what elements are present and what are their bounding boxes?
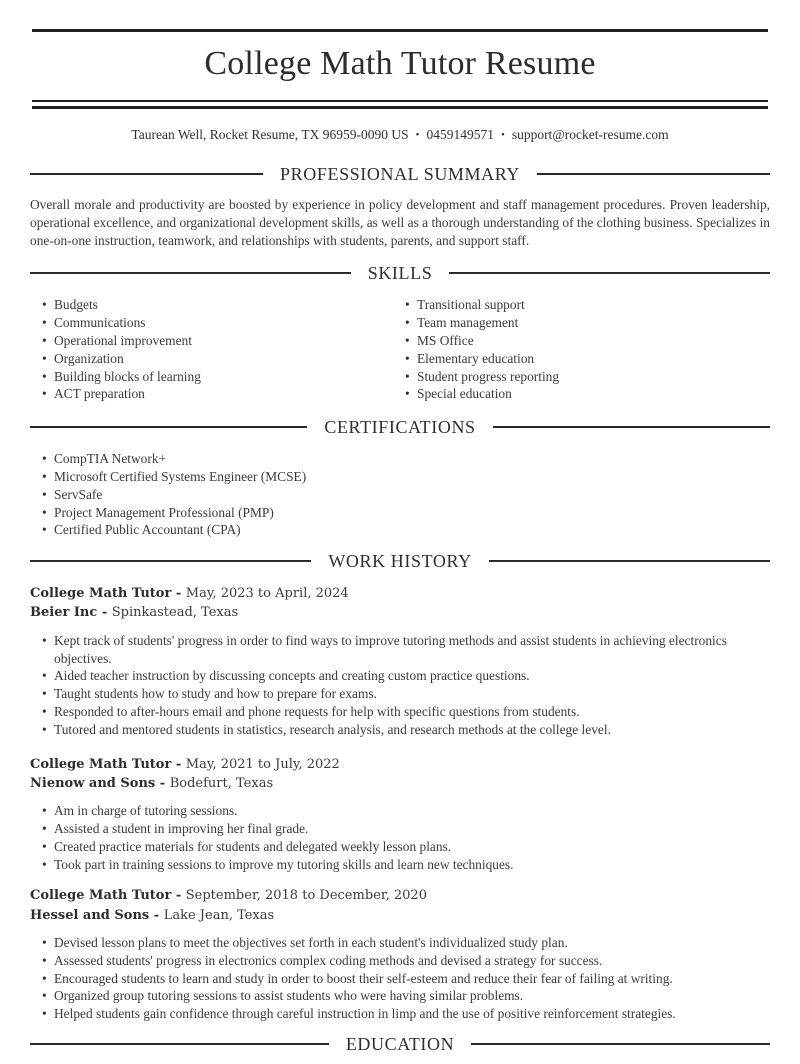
section-header-education [30, 1033, 770, 1055]
list-item: • Devised lesson plans to meet the objectives set forth in each student's individualized study plan. [30, 934, 770, 952]
section-title-education: EDUCATION [345, 1033, 455, 1054]
job-separator: - [171, 756, 186, 772]
section-header-professional-summary [30, 163, 770, 185]
list-item: • Certified Public Accountant (CPA) [30, 521, 770, 539]
job-entry [30, 755, 770, 874]
list-item: • Team management [393, 314, 770, 332]
list-item: • CompTIA Network+ [30, 450, 770, 468]
list-item: • Project Management Professional (PMP) [30, 504, 770, 522]
job-title-line [30, 755, 770, 774]
header-rule-left [30, 426, 307, 428]
job-separator: - [171, 888, 186, 904]
job-title-line [30, 886, 770, 905]
job-dates: September, 2018 to December, 2020 [185, 888, 427, 904]
skills-left-column [30, 296, 393, 403]
list-item: • Communications [30, 314, 393, 332]
list-item: • Encouraged students to learn and study in order to boost their self-esteem and reduce their fear of failing at writing. [30, 970, 770, 988]
section-title-certifications: CERTIFICATIONS [324, 417, 476, 438]
job-entry [30, 886, 770, 1023]
list-item: • Responded to after-hours email and phone requests for help with specific questions from students. [30, 703, 770, 721]
job-bullets [30, 632, 770, 739]
job-company-line [30, 603, 770, 622]
header-rule-left [30, 272, 351, 274]
header-rule-left [30, 1043, 329, 1045]
section-header-certifications [30, 416, 770, 438]
contact-separator-dot: • [415, 129, 420, 141]
list-item: • Building blocks of learning [30, 368, 393, 386]
contact-name-address: Taurean Well, Rocket Resume, TX 96959-0090 US [131, 127, 409, 142]
job-company: Beier Inc [30, 605, 98, 621]
contact-line [30, 126, 770, 144]
list-item: • Budgets [30, 296, 393, 314]
contact-separator-dot: • [500, 129, 505, 141]
page-title: College Math Tutor Resume [204, 45, 596, 82]
header-rule-right [489, 560, 770, 562]
section-title-work-history: WORK HISTORY [328, 551, 472, 572]
header-rule-right [471, 1043, 770, 1045]
list-item: • Assessed students' progress in electronics complex coding methods and devised a strategy for success. [30, 952, 770, 970]
job-separator: - [97, 605, 112, 621]
list-item: • ServSafe [30, 486, 770, 504]
job-company: Nienow and Sons [30, 775, 156, 791]
job-bullets [30, 802, 770, 873]
section-title-professional-summary: PROFESSIONAL SUMMARY [280, 164, 520, 184]
job-location: Bodefurt, Texas [169, 775, 274, 791]
list-item: • Kept track of students' progress in order to find ways to improve tutoring methods and assist students in achieving electronics objectives. [30, 632, 770, 668]
skills-right-column [393, 296, 770, 403]
resume-page [0, 29, 800, 1055]
job-bullets [30, 934, 770, 1023]
header-rule-right [493, 426, 770, 428]
list-item: • Student progress reporting [393, 368, 770, 386]
list-item: • Am in charge of tutoring sessions. [30, 802, 770, 820]
job-entry [30, 584, 770, 738]
list-item: • Organization [30, 350, 393, 368]
job-company-line [30, 906, 770, 925]
professional-summary-text: Overall morale and productivity are boosted by experience in policy development and staff management procedures. Proven leadership, operational excellence, and organizational development skills, as well as a thorough understanding of the clothing business. Specializes in one-on-one instruction, teamwork, and relationships with students, parents, and support staff. [30, 197, 770, 248]
contact-email: support@rocket-resume.com [511, 127, 669, 142]
list-item: • Tutored and mentored students in statistics, research analysis, and research methods at the college level. [30, 721, 770, 739]
list-item: • Microsoft Certified Systems Engineer (MCSE) [30, 468, 770, 486]
list-item: • Transitional support [393, 296, 770, 314]
header-rule-left [30, 173, 263, 175]
list-item: • Took part in training sessions to improve my tutoring skills and learn new techniques. [30, 856, 770, 874]
list-item: • Special education [393, 385, 770, 403]
job-title: College Math Tutor [30, 756, 172, 772]
list-item: • Taught students how to study and how to prepare for exams. [30, 685, 770, 703]
job-separator: - [149, 907, 164, 923]
skills-columns [30, 296, 770, 403]
list-item: • ACT preparation [30, 385, 393, 403]
list-item: • Elementary education [393, 350, 770, 368]
header-rule-right [449, 272, 770, 274]
job-dates: May, 2023 to April, 2024 [185, 586, 349, 602]
job-company: Hessel and Sons [30, 907, 150, 923]
section-title-skills: SKILLS [367, 263, 433, 284]
list-item: • Organized group tutoring sessions to assist students who were having similar problems. [30, 987, 770, 1005]
header-rule-right [537, 173, 770, 175]
job-title-line [30, 584, 770, 603]
list-item: • Helped students gain confidence through careful instruction in limp and the use of positive reinforcement strategies. [30, 1005, 770, 1023]
section-header-work-history [30, 550, 770, 572]
section-header-skills [30, 262, 770, 284]
job-location: Lake Jean, Texas [163, 907, 275, 923]
top-rule [32, 29, 768, 32]
list-item: • Assisted a student in improving her final grade. [30, 820, 770, 838]
contact-phone: 0459149571 [426, 127, 494, 142]
list-item: • MS Office [393, 332, 770, 350]
job-separator: - [155, 775, 170, 791]
job-company-line [30, 774, 770, 793]
job-title: College Math Tutor [30, 586, 172, 602]
title-underline [32, 100, 768, 109]
list-item: • Operational improvement [30, 332, 393, 350]
certifications-list [30, 450, 770, 539]
job-dates: May, 2021 to July, 2022 [185, 756, 340, 772]
list-item: • Created practice materials for students and delegated weekly lesson plans. [30, 838, 770, 856]
list-item: • Aided teacher instruction by discussing concepts and creating custom practice questions. [30, 667, 770, 685]
job-title: College Math Tutor [30, 888, 172, 904]
job-separator: - [171, 586, 186, 602]
header-rule-left [30, 560, 311, 562]
job-location: Spinkastead, Texas [111, 605, 239, 621]
